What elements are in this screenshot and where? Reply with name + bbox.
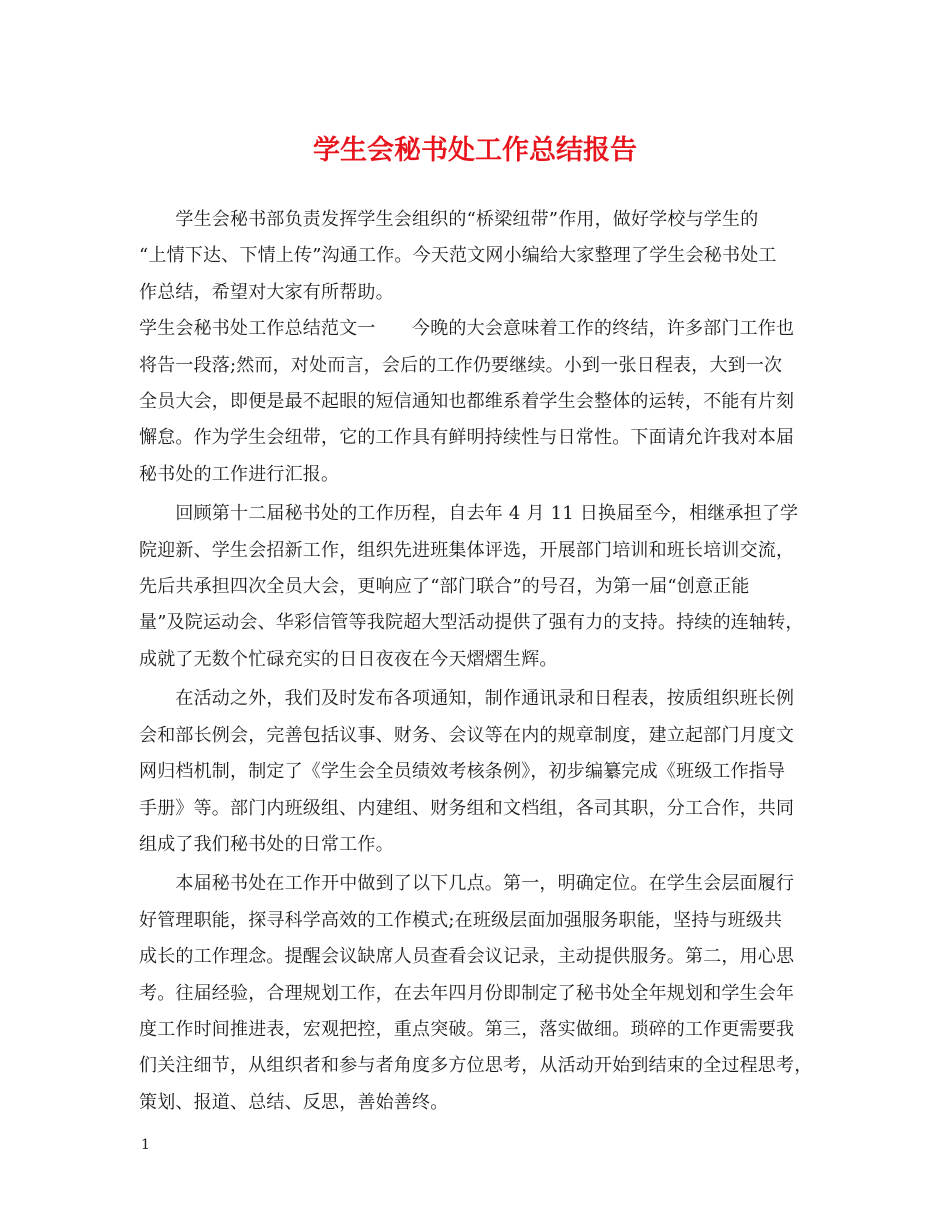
- text-line: 量”及院运动会、华彩信管等我院超大型活动提供了强有力的支持。持续的连轴转，: [139, 612, 804, 634]
- document-title: 学生会秘书处工作总结报告: [313, 135, 637, 166]
- text-line: 会和部长例会，完善包括议事、财务、会议等在内的规章制度，建立起部门月度文: [139, 724, 795, 746]
- text-line: 度工作时间推进表，宏观把控，重点突破。第三，落实做细。琐碎的工作更需要我: [139, 1018, 795, 1040]
- text-line: 全员大会，即便是最不起眼的短信通知也都维系着学生会整体的运转，不能有片刻: [139, 391, 795, 413]
- paragraph-achievements: [139, 866, 829, 1121]
- text-line: 组成了我们秘书处的日常工作。: [139, 833, 394, 855]
- paragraph-review: [139, 496, 829, 678]
- text-line: 策划、报道、总结、反思，善始善终。: [139, 1091, 449, 1113]
- text-line: “上情下达、下情上传”沟通工作。今天范文网小编给大家整理了学生会秘书处工: [139, 245, 777, 267]
- text-line: 秘书处的工作进行汇报。: [139, 463, 340, 485]
- text-line: 网归档机制，制定了《学生会全员绩效考核条例》，初步编纂完成《班级工作指导: [139, 761, 786, 783]
- paragraph-activities: [139, 681, 829, 863]
- text-line: 院迎新、学生会招新工作，组织先进班集体评选，开展部门培训和班长培训交流，: [139, 539, 795, 561]
- text-line: 在活动之外，我们及时发布各项通知，制作通讯录和日程表，按质组织班长例: [139, 688, 795, 710]
- text-line: 考。往届经验，合理规划工作，在去年四月份即制定了秘书处全年规划和学生会年: [139, 982, 795, 1004]
- text-line: 成长的工作理念。提醒会议缺席人员查看会议记录，主动提供服务。第二，用心思: [139, 946, 795, 968]
- paragraph-intro: [139, 202, 829, 493]
- page-number: 1: [141, 1137, 150, 1153]
- text-line: 学生会秘书处工作总结范文一 今晚的大会意味着工作的终结，许多部门工作也: [139, 318, 795, 340]
- document-body: [139, 202, 829, 1121]
- text-line: 懈怠。作为学生会纽带，它的工作具有鲜明持续性与日常性。下面请允许我对本届: [139, 427, 795, 449]
- text-line: 回顾第十二届秘书处的工作历程，自去年 4 月 11 日换届至今，相继承担了学: [139, 503, 799, 525]
- text-line: 作总结，希望对大家有所帮助。: [139, 281, 394, 303]
- text-line: 先后共承担四次全员大会，更响应了“部门联合”的号召，为第一届“创意正能: [139, 576, 750, 598]
- text-line: 成就了无数个忙碌充实的日日夜夜在今天熠熠生辉。: [139, 648, 558, 670]
- text-line: 手册》等。部门内班级组、内建组、财务组和文档组，各司其职，分工合作，共同: [139, 797, 795, 819]
- text-line: 学生会秘书部负责发挥学生会组织的“桥梁纽带”作用，做好学校与学生的: [139, 209, 759, 230]
- text-line: 本届秘书处在工作开中做到了以下几点。第一，明确定位。在学生会层面履行: [139, 873, 795, 895]
- text-line: 们关注细节，从组织者和参与者角度多方位思考，从活动开始到结束的全过程思考，: [139, 1055, 813, 1077]
- text-line: 将告一段落;然而，对处而言，会后的工作仍要继续。小到一张日程表，大到一次: [139, 354, 783, 376]
- text-line: 好管理职能，探寻科学高效的工作模式;在班级层面加强服务职能，坚持与班级共: [139, 909, 783, 931]
